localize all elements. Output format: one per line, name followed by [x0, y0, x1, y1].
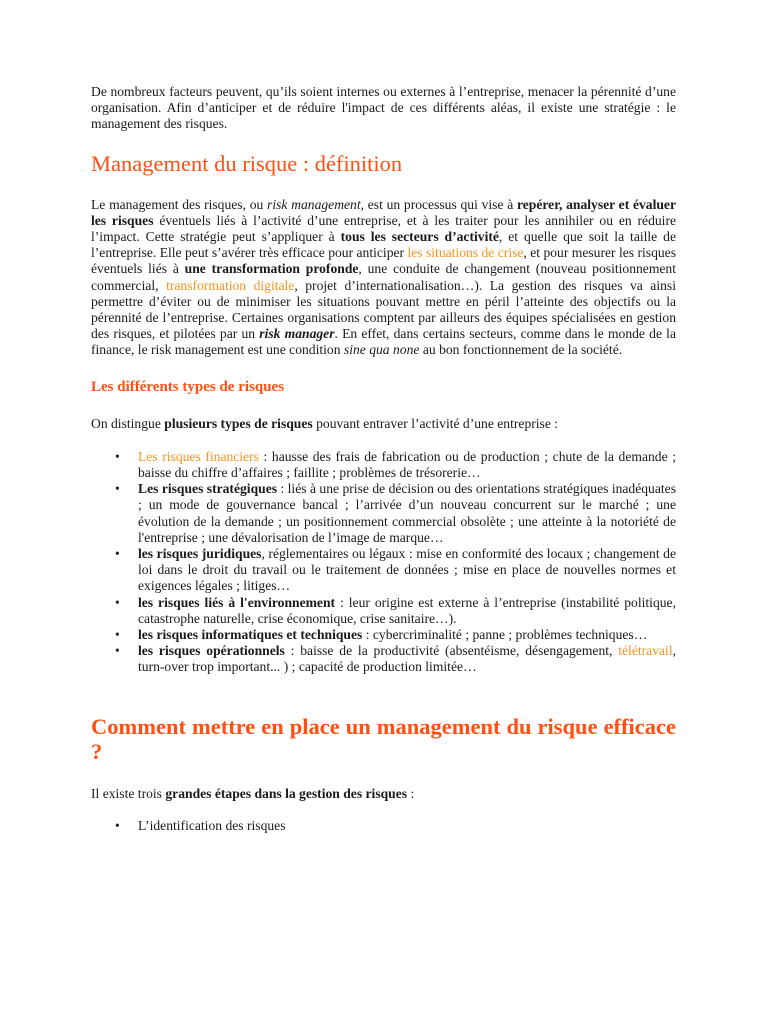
link-transformation-digitale[interactable]: transformation digitale [166, 277, 295, 293]
bullet-icon: • [115, 627, 120, 643]
section-heading-types: Les différents types de risques [91, 378, 285, 395]
bullet-icon: • [115, 643, 120, 659]
list-item: • Les risques stratégiques : liés à une prise de décision ou des orientations stratégiques inadéquates ; un mode de gouvernance bancal ; l’arrivée d’un nouveau concurrent sur le marché ; une évolution de la demande ; un positionnement commercial obsolète ; une atteinte à la notoriété de l'entreprise ; une dévalorisation de l’image de marque… [115, 481, 676, 545]
section-heading-definition: Management du risque : définition [91, 150, 403, 176]
steps-intro: Il existe trois grandes étapes dans la gestion des risques : [91, 785, 415, 801]
steps-list [91, 818, 676, 834]
bullet-icon: • [115, 481, 120, 497]
list-item: • les risques informatiques et techniques : cybercriminalité ; panne ; problèmes techniques… [115, 627, 648, 643]
bullet-icon: • [115, 594, 120, 610]
types-intro: On distingue plusieurs types de risques pouvant entraver l’activité d’une entreprise : [91, 415, 559, 431]
list-item: • les risques liés à l'environnement : leur origine est externe à l’entreprise (instabilité politique, catastrophe naturelle, crise économique, crise sanitaire…). [115, 594, 676, 626]
risk-types-list [91, 449, 676, 676]
bullet-icon: • [115, 817, 120, 833]
list-item: • les risques opérationnels : baisse de la productivité (absentéisme, désengagement, télétravail, turn-over trop important... ) ; capacité de production limitée… [115, 643, 676, 675]
list-item: • les risques juridiques, réglementaires ou légaux : mise en conformité des locaux ; changement de loi dans le droit du travail ou le traitement de données ; mise en place de nouvelles normes et exigences légales ; litiges… [115, 546, 676, 594]
list-item: • Les risques financiers : hausse des frais de fabrication ou de production ; chute de la demande ; baisse du chiffre d’affaires ; faillite ; problèmes de trésorerie… [115, 448, 676, 481]
intro-paragraph: De nombreux facteurs peuvent, qu’ils soient internes ou externes à l’entreprise, menacer la pérennité d’une organisation. Afin d’anticiper et de réduire l'impact de ces différents aléas, il existe une stratégie : le management des risques. [91, 84, 676, 132]
bullet-icon: • [115, 448, 120, 464]
bullet-icon: • [115, 546, 120, 562]
section-heading-comment: Comment mettre en place un management du risque efficace ? [91, 713, 676, 764]
link-teletravail[interactable]: télétravail [618, 643, 673, 659]
link-risques-financiers[interactable]: Les risques financiers [138, 448, 259, 464]
document-page [91, 84, 676, 834]
definition-paragraph: Le management des risques, ou risk management, est un processus qui vise à repérer, analyser et évaluer les risques éventuels liés à l’activité d’une entreprise, et à les traiter pour les annihiler ou en réduire l’impact. Cette stratégie peut s’appliquer à tous les secteurs d’activité, et quelle que soit la taille de l’entreprise. Elle peut s’avérer très efficace pour anticiper les situations de crise, et pour mesurer les risques éventuels liés à une transformation profonde, une conduite de changement (nouveau positionnement commercial, transformation digitale, projet d’internationalisation…). La gestion des risques va ainsi permettre d’éviter ou de minimiser les situations pouvant mettre en péril l’atteinte des objectifs ou la pérennité de l’entreprise. Certaines organisations comptent par ailleurs des équipes spécialisées en gestion des risques, et pilotées par un risk manager. En effet, dans certains secteurs, comme dans le monde de la finance, le risk management est une condition sine qua none au bon fonctionnement de la société. [91, 196, 677, 358]
list-item: • L’identification des risques [115, 817, 286, 833]
link-situations-de-crise[interactable]: les situations de crise [407, 245, 524, 261]
